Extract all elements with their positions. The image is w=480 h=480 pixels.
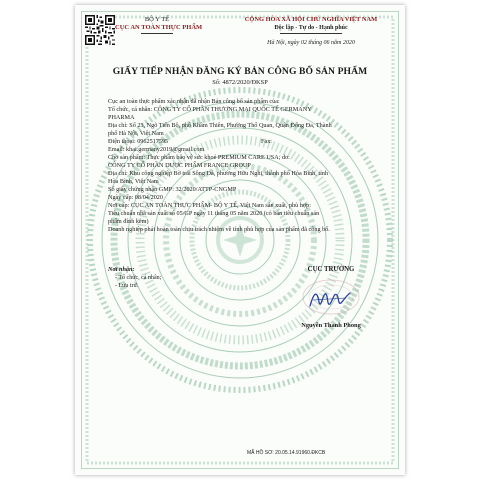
fax-label: Fax: <box>261 138 273 145</box>
header-underline-right <box>280 33 342 34</box>
body-line: PHARMA <box>108 114 135 121</box>
country-name: CỘNG HÒA XÃ HỘI CHỦ NGHĨA VIỆT NAM <box>244 16 378 23</box>
handwritten-signature <box>308 286 352 312</box>
body-line: Doanh nghiệp phải hoàn toàn chịu trách nhiệm về tính phù hợp của sản phẩm đã công bố. <box>108 226 330 233</box>
dossier-code: MÃ HỒ SƠ: 20.05.14.91960.ĐKCB <box>247 450 326 456</box>
body-line: Tiêu chuẩn nhà sản xuất số 05/GP ngày 11 tháng 05 năm 2020 (có bản tiêu chuẩn sản <box>108 210 320 217</box>
body-line: Địa chỉ: Số 23, Ngõ Tiến Bộ, phố Khâm Thiên, Phường Thổ Quan, Quận Đống Đa, Thành <box>108 122 332 129</box>
body-line: Hòa Bình, Việt Nam <box>108 178 159 185</box>
header-underline-left <box>141 33 173 34</box>
document-title: GIẤY TIẾP NHẬN ĐĂNG KÝ BẢN CÔNG BỐ SẢN PHẨM <box>112 66 368 77</box>
body-line: Số giấy chứng nhận GMP: 32/2020/ATTP-CNGMP <box>108 186 237 193</box>
document-number: Số: 4872/2020/ĐKSP <box>212 79 268 86</box>
recipient-item: - Tổ chức, cá nhân; <box>115 275 162 281</box>
body-line: Địa chỉ: Khu công nghiệp Bờ trái Sông Đà, phường Hữu Nghị, thành phố Hòa Bình, tỉnh <box>108 170 328 177</box>
body-line: Điện thoại: 0962517595 <box>108 138 169 145</box>
body-line: phẩm đính kèm) <box>108 218 149 225</box>
body-line: Cục an toàn thực phẩm xác nhận đã nhận Bản công bố sản phẩm của: <box>108 98 280 105</box>
body-line: Ngày cấp: 08/04/2020 <box>108 194 163 201</box>
agency-name: CỤC AN TOÀN THỰC PHẨM <box>115 24 203 31</box>
body-line: CÔNG TY CỔ PHẦN DƯỢC PHẨM FRANCE GROUP <box>108 162 251 169</box>
signer-name: Nguyễn Thanh Phong <box>301 322 361 329</box>
qr-code-icon <box>85 15 115 45</box>
ministry-name: BỘ Y TẾ <box>144 16 170 23</box>
signer-role: CỤC TRƯỞNG <box>307 266 355 273</box>
recipients-label: Nơi nhận: <box>108 266 135 273</box>
national-motto: Độc lập - Tự do - Hạnh phúc <box>274 25 348 31</box>
document-page <box>75 5 405 475</box>
body-line: Tổ chức, cá nhân: CÔNG TY CỔ PHẦN THƯƠNG MẠI QUỐC TẾ GERMANY <box>108 106 312 113</box>
body-line: phố Hà Nội, Việt Nam <box>108 130 164 137</box>
body-line: Nơi cấp: CỤC AN TOÀN THỰC PHẨM- BỘ Y TẾ, Việt Nam sản xuất, phù hợp: <box>108 202 311 209</box>
body-line: Email: khai.germany2019@gmail.com <box>108 146 205 153</box>
body-line: Cho sản phẩm: Thực phẩm bảo vệ sức khoẻ PREMIUM CARE USA; do: <box>108 154 290 161</box>
recipient-item: - Lưu trữ. <box>115 283 139 289</box>
place-date: Hà Nội, ngày 02 tháng 06 năm 2020 <box>267 40 355 46</box>
